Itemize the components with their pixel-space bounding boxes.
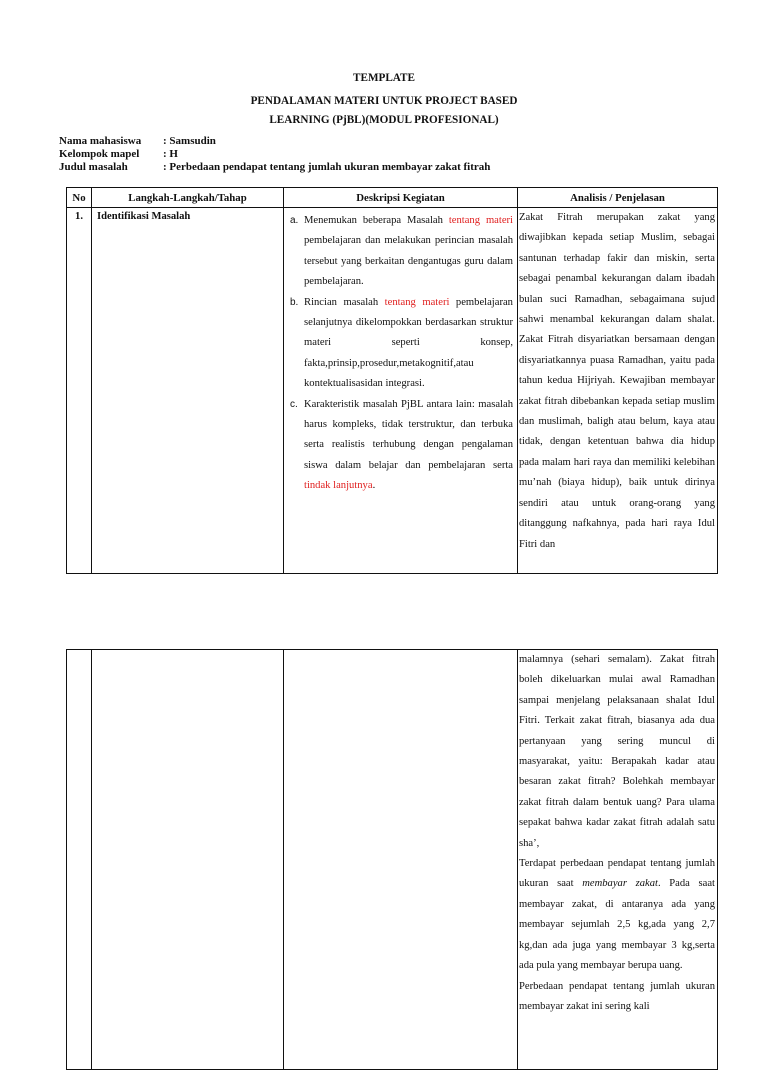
description-highlight: tindak lanjutnya [304, 480, 373, 492]
description-run: Rincian masalah [304, 296, 385, 308]
row-description [284, 208, 518, 574]
row-analysis-continued [518, 650, 718, 1070]
analysis-text: Terdapat perbedaan pendapat tentang jumlah ukuran saat [519, 858, 715, 890]
analysis-paragraph: malamnya (sehari semalam). Zakat fitrah boleh dikeluarkan mulai awal Ramadhan sampai menjelang pelaksanaan shalat Idul Fitri. Terkait zakat fitrah, biasanya ada dua pertanyaan yang sering muncul di masyarakat, yaitu: Berapakah kadar atau besaran zakat fitrah? Bolehkah membayar zakat fitrah dalam bentuk uang? Para ulama sepakat bahwa kadar zakat fitrah adalah satu sha’, [519, 654, 715, 849]
meta-kelompok [59, 148, 178, 160]
table-header-row [67, 188, 718, 208]
description-item [290, 395, 513, 497]
description-text [304, 293, 513, 395]
description-run: pembelajaran dan melakukan perincian masalah tersebut yang berkaitan dengantugas guru dalam pembelajaran. [304, 235, 513, 288]
description-text [304, 211, 513, 293]
meta-judul [59, 161, 490, 173]
row-number-empty [67, 650, 92, 1070]
description-item [290, 211, 513, 293]
meta-judul-value: : Perbedaan pendapat tentang jumlah ukuran membayar zakat fitrah [163, 161, 491, 173]
table-row [67, 208, 718, 574]
header-deskripsi: Deskripsi Kegiatan [284, 188, 518, 208]
meta-judul-label: Judul masalah [59, 161, 128, 173]
description-marker: b. [290, 296, 299, 308]
meta-nama-value: : Samsudin [163, 135, 216, 147]
analysis-paragraph: Zakat Fitrah merupakan zakat yang diwajibkan kepada setiap Muslim, sebagai santunan terhadap fakir dan miskin, serta sebagai penambal kekurangan dalam ibadah bulan suci Ramadhan, sebagaimana sujud sahwi menambal kekurangan dalam shalat. Zakat Fitrah disyariatkan bersamaan dengan disyariatkannya puasa Ramadhan, yaitu pada tahun kedua Hijriyah. Kewajiban membayar zakat fitrah dibebankan kepada setiap muslim dan muslimah, baligh atau belum, kaya atau tidak, dengan ketentuan bahwa dia hidup pada malam hari raya dan memiliki kelebihan mu’nah (biaya hidup), baik untuk dirinya sendiri atau untuk orang-orang yang ditanggung nafkahnya, pada hari raya Idul Fitri dan [519, 212, 715, 550]
description-highlight: tentang materi [384, 296, 450, 308]
row-step-empty [92, 650, 284, 1070]
meta-kelompok-label: Kelompok mapel [59, 148, 140, 160]
meta-kelompok-value: : H [163, 148, 178, 160]
description-marker: c. [290, 398, 298, 410]
header-langkah: Langkah-Langkah/Tahap [92, 188, 284, 208]
analysis-text: . Pada saat membayar zakat, di antaranya ada yang membayar sejumlah 2,5 kg,ada yang 2,7 kg,dan ada juga yang membayar 3 kg,serta ada pula yang membayar berupa uang. [519, 878, 716, 972]
header-no: No [67, 188, 92, 208]
description-run: . [372, 480, 376, 492]
description-item [290, 293, 513, 395]
analysis-paragraph [519, 854, 715, 976]
activity-table [66, 187, 718, 574]
description-run: Karakteristik masalah PjBL antara lain: masalah harus kompleks, tidak terstruktur, dan terbuka serta realistis terhubung dengan pengalaman siswa dalam belajar dan pembelajaran serta [304, 398, 513, 471]
analysis-emphasis: membayar zakat [582, 878, 658, 890]
title-pendalaman: PENDALAMAN MATERI UNTUK PROJECT BASED [250, 95, 518, 107]
analysis-paragraph: Perbedaan pendapat tentang jumlah ukuran membayar zakat ini sering kali [519, 980, 715, 1012]
description-marker: a. [290, 215, 299, 226]
title-learning: LEARNING (PjBL)(MODUL PROFESIONAL) [269, 114, 499, 126]
row-description-empty [284, 650, 518, 1070]
description-list [284, 208, 517, 497]
meta-nama-label: Nama mahasiswa [59, 135, 142, 147]
row-analysis [518, 208, 718, 574]
row-step: Identifikasi Masalah [92, 208, 284, 574]
table-row [67, 650, 718, 1070]
description-highlight: tentang materi [448, 215, 514, 226]
header-analisis: Analisis / Penjelasan [518, 188, 718, 208]
description-run: Menemukan beberapa Masalah [304, 215, 449, 226]
description-run: pembelajaran selanjutnya dikelompokkan berdasarkan struktur materi seperti konsep, fakta,prinsip,prosedur,metakognitif,atau kontektualisasidan integrasi. [304, 296, 513, 390]
activity-table-continued [66, 649, 718, 1070]
meta-nama [59, 135, 216, 147]
row-number: 1. [67, 208, 92, 574]
title-template: TEMPLATE [353, 72, 415, 84]
description-text [304, 395, 513, 497]
